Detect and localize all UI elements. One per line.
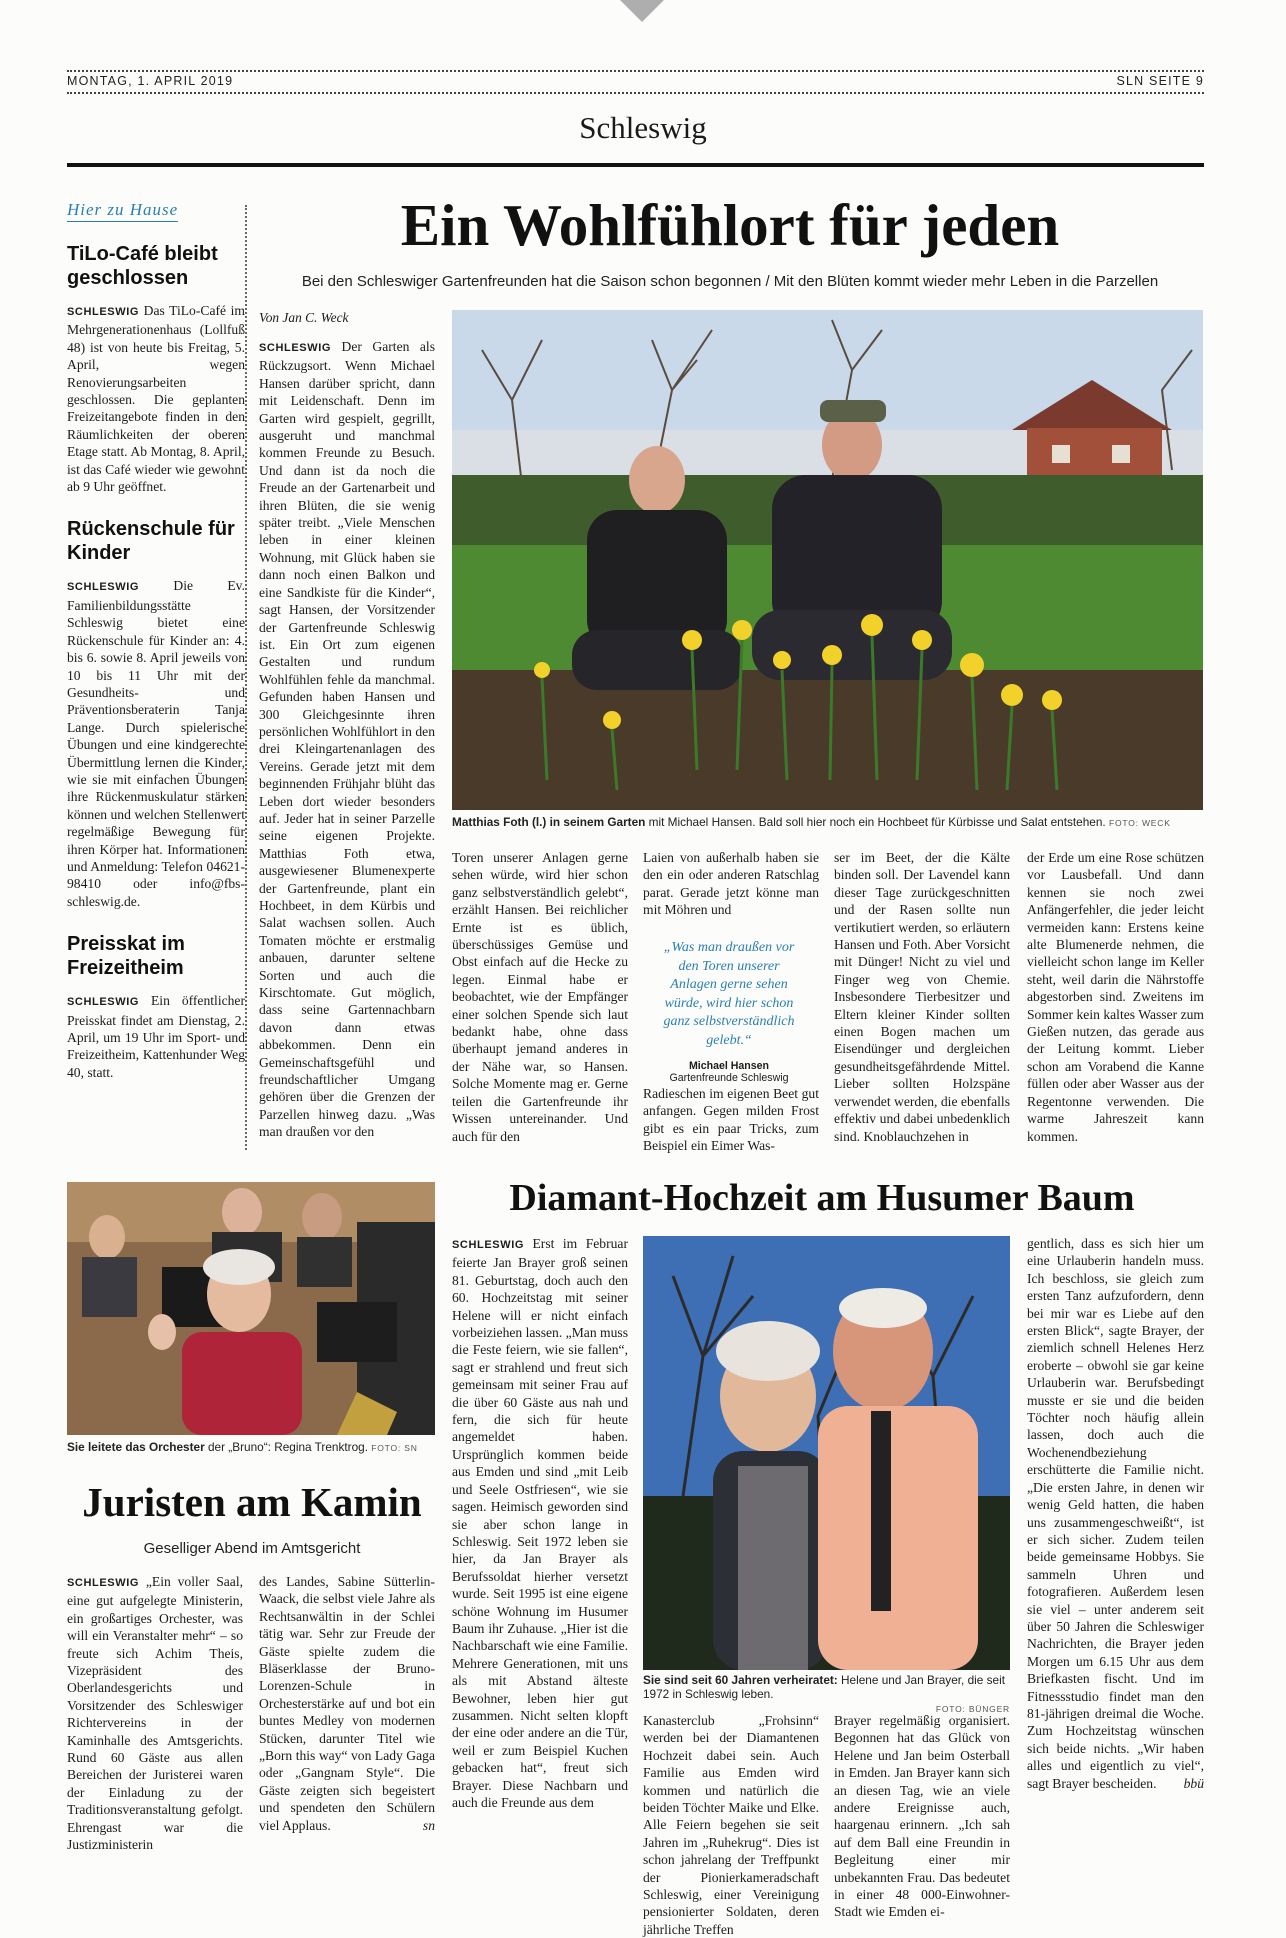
article-column xyxy=(834,1712,1010,1921)
caption-lead: Sie leitete das Orchester xyxy=(67,1440,205,1454)
caption-text: Helene und Jan Brayer, die seit 1972 in Schleswig leben. xyxy=(643,1673,1005,1701)
brief-item xyxy=(67,242,245,495)
article-column xyxy=(643,849,819,919)
dateline: SCHLESWIG xyxy=(67,306,140,318)
dotted-divider xyxy=(67,70,1204,72)
column-text: gentlich, dass es sich hier um eine Urlauberin handeln muss. Ich beschloss, sie gleich zum ersten Tanz aufzufordern, denn bei mir war es Liebe auf den ersten Blick“, sagte Brayer, der ziemlich schnell Helenes Herz eroberte – obwohl sie gar keine Urlauberin war. Berufsbedingt musste er sie und die beiden Töchter noch häufig allein lassen, doch auch die Wochenendbeziehung erschütterte die Familie nicht. „Die ersten Jahre, in denen wir wenig Geld hatten, die haben uns zusammengeschweißt“, ist er sich sicher. Zudem teilen beide gemeinsame Hobbys. Sie sammeln Uhren und fotografieren. Außerdem lesen sie viel – unter anderem seit über 50 Jahren die Schleswiger Nachrichten, die Brayer jeden Morgen um 6.15 Uhr aus dem Briefkasten fischt. Und im Fitnessstudio findet man den 81-jährigen dreimal die Woche. Zum Hochzeitstag wünschen sich beide nichts. „Wir haben alles und eigentlich zu viel“, sagt Brayer bescheiden. xyxy=(1027,1236,1204,1791)
garden-photo-image xyxy=(452,310,1203,810)
brief-item xyxy=(67,932,245,1081)
caption-lead: Sie sind seit 60 Jahren verheiratet: xyxy=(643,1673,838,1687)
article-column xyxy=(67,1573,243,1854)
brief-title: Rückenschule für Kinder xyxy=(67,518,235,565)
column-text: der Erde um eine Rose schützen vor Lausbefall. Und dann kennen sie noch zwei Anfängerfehler, die jeder leicht vermeiden kann: Erstens keine alte Blumenerde nehmen, die vielleicht schon lange im Keller steht, weil darin die Nährstoffe abgestorben sind. Zweitens im Sommer kein kaltes Wasser zum Gießen nutzen, das gerade aus der Leitung kommt. Lieber schon am Vorabend die Kanne füllen oder aber Wasser aus der Regentonne verwenden. Die warme Jahreszeit kann kommen. xyxy=(1027,850,1204,1144)
article-column xyxy=(452,849,628,1145)
brief-text xyxy=(67,577,245,910)
quote-text: „Was man draußen vor den Toren unserer Anlagen gerne sehen würde, wird hier schon ganz selbstverständlich gelebt.“ xyxy=(663,940,795,1048)
orchestra-photo xyxy=(67,1182,435,1435)
author-signature: bbü xyxy=(1183,1775,1204,1791)
page-notch xyxy=(620,0,664,22)
photo-credit: FOTO: BÜNGER xyxy=(935,1704,1010,1714)
article-column xyxy=(452,1235,628,1811)
caption-text: mit Michael Hansen. Bald soll hier noch ein Hochbeet für Kürbisse und Salat entstehen. xyxy=(648,815,1106,829)
section-title: Schleswig xyxy=(579,110,707,145)
photo-credit: FOTO: WECK xyxy=(1108,818,1171,828)
dateline: SCHLESWIG xyxy=(67,581,140,594)
juristen-headline: Juristen am Kamin xyxy=(82,1479,422,1525)
column-text: des Landes, Sabine Sütterlin-Waack, die selbst viele Jahre als Rechtsanwältin in der Schlei tätig war. Sehr zur Freude der Gäste spielte zudem die Bläserklasse der Bruno-Lorenzen-Schule in Orchesterstärke auf und bot ein buntes Medley von modernen Stücken, darunter Titel wie „Born this way“ von Lady Gaga oder „Gangnam Style“. Die Gäste zeigten sich begeistert und spendeten den Schülern viel Applaus. xyxy=(259,1574,435,1833)
sidebar-briefs xyxy=(67,200,245,1081)
quote-name: Michael Hansen xyxy=(688,1060,770,1072)
column-text: Der Garten als Rückzugsort. Wenn Michael Hansen darüber spricht, dann mit Leidenschaft. Denn im Garten wird gespielt, gegrillt, ausgeruht und manchmal kommen Freunde zu Besuch. Und dann ist da noch die Freude an der Gartenarbeit und ihren Blüten, die sie wenig später treibt. „Viele Menschen leben in einer kleinen Wohnung, mit Glück haben sie dann noch einen Balkon und eine Sandkiste für die Kinder“, sagt Hansen, der Vorsitzender der Gartenfreunde Schleswig ist. Ein Ort zum eigenen Gestalten und rundum Wohlfühlen fehle da manchmal. Gefunden haben Hansen und 300 Gleichgesinnte ihren persönlichen Wohlfühlort in den drei Kleingartenanlagen des Vereins. Gerade jetzt mit dem beginnenden Frühjahr blüht das Leben dort wieder besonders auf. Jeder hat in seiner Parzelle seine eigenen Projekte. Matthias Foth etwa, ausgewiesener Blumenexperte der Gartenfreunde, plant ein Hochbeet, in dem Kürbis und Salat wachsen sollen. Auch Tomaten möchte er erstmalig anbauen, darunter seltene Sorten und auch die Kirschtomate. Gut möglich, dass seine Gartennachbarn davon dann etwas abbekommen. Denn ein Gemeinschaftsgefühl und freundschaftlicher Umgang gehören über die Grenzen der Parzellen hinweg dazu. „Was man draußen vor den xyxy=(259,339,435,1140)
brief-body: Ein öffentlicher Preisskat findet am Dienstag, 2. April, um 19 Uhr im Sport- und Freizeitheim, Kattenhunder Weg 40, statt. xyxy=(67,993,245,1080)
brief-text xyxy=(67,302,245,495)
photo-credit: FOTO: SN xyxy=(371,1443,418,1453)
brief-body: Das TiLo-Café im Mehrgenerationenhaus (Lollfuß 48) ist von heute bis Freitag, 5. April, wegen Renovierungsarbeiten geschlossen. Die geplanten Freizeitangebote finden in den Räumlichkeiten der oberen Etage statt. Ab Montag, 8. April, ist das Café wieder wie gewohnt ab 9 Uhr geöffnet. xyxy=(67,303,246,495)
caption-text: der „Bruno“: Regina Trenktrog. xyxy=(207,1440,368,1454)
byline: Von Jan C. Weck xyxy=(259,310,349,325)
caption-lead: Matthias Foth (l.) in seinem Garten xyxy=(452,815,646,829)
quote-role: Gartenfreunde Schleswig xyxy=(669,1072,789,1084)
diamant-headline: Diamant-Hochzeit am Husumer Baum xyxy=(509,1177,1135,1219)
article-column xyxy=(643,1085,819,1155)
article-column xyxy=(259,338,435,1141)
orchestra-photo-image xyxy=(67,1182,435,1435)
dateline: SCHLESWIG xyxy=(67,996,140,1009)
article-column xyxy=(643,1712,819,1938)
dateline: SCHLESWIG xyxy=(452,1239,525,1251)
article-headline: Ein Wohlfühlort für jeden xyxy=(400,192,1060,258)
kicker-label: Hier zu Hause xyxy=(67,200,178,222)
couple-photo-image xyxy=(643,1236,1010,1670)
column-text: „Ein voller Saal, eine gut aufgelegte Ministerin, ein großartiges Orchester, was will ein Veranstalter mehr“ – so freute sich Achim Theis, Vizepräsident des Oberlandesgerichts und Vorsitzender des Schleswiger Richtervereins in der Kaminhalle des Amtsgerichts. Rund 60 Gäste aus allen Bereichen der Juristerei waren der Einladung zu der Traditionsveranstaltung gefolgt. Ehrengast war die Justizministerin xyxy=(67,1574,243,1853)
author-signature: sn xyxy=(422,1817,435,1833)
column-text: Kanasterclub „Frohsinn“ werden bei der Diamantenen Hochzeit dabei sein. Auch Familie aus Emden wird kommen und natürlich die beiden Töchter Maike und Elke. Alle Feiern begehen sie seit Jahren im „Ruhekrug“. Dies ist schon jahrelang der Treffpunkt der Pionierkameradschaft Schleswig, einer Vereinigung pensionierter Soldaten, deren jährliche Treffen xyxy=(643,1713,819,1937)
brief-title: TiLo-Café bleibt geschlossen xyxy=(67,243,218,289)
brief-item xyxy=(67,517,245,910)
brief-text xyxy=(67,992,245,1081)
juristen-subhead: Geselliger Abend im Amtsgericht xyxy=(143,1540,361,1557)
garden-photo xyxy=(452,310,1203,810)
brief-title: Preisskat im Freizeitheim xyxy=(67,933,185,980)
page-number: SLN SEITE 9 xyxy=(1116,74,1204,88)
dotted-divider xyxy=(67,92,1204,94)
article-column xyxy=(1027,849,1204,1145)
column-divider xyxy=(245,205,247,1150)
column-text: Brayer regelmäßig organisiert. Begonnen hat das Glück von Helene und Jan beim Osterball in Emden. Jan Brayer kann sich an diesen Tag, wie an viele andere Ereignisse auch, haargenau erinnern. „Ich sah auf dem Ball eine Freundin in Begleitung einer mir unbekannten Frau. Das bedeutet in einer 48 000-Einwohner-Stadt wie Emden ei- xyxy=(834,1713,1010,1920)
column-text: ser im Beet, der die Kälte binden soll. Der Lavendel kann dieser Tage zurückgeschnitten und der Rasen sollte nun vertikutiert werden, so erläutern Hansen und Foth. Aber Vorsicht mit Dünger! Nicht zu viel und Finger weg von Chemie. Insbesondere Tierbesitzer und Eltern kleiner Kinder sollten einen Bogen machen um Eisendünger und dergleichen gesundheitsgefährdende Mittel. Lieber sollten Holzspäne verwendet werden, die ebenfalls effektiv und dabei unbedenklich sind. Knoblauchzehen in xyxy=(834,850,1010,1144)
column-text: Radieschen im eigenen Beet gut anfangen. Gegen milden Frost gibt es ein paar Tricks, zum Beispiel ein Eimer Was- xyxy=(643,1086,819,1154)
article-column xyxy=(834,849,1010,1145)
column-text: Toren unserer Anlagen gerne sehen würde, wird hier schon ganz selbstverständlich gelebt“, erzählt Hansen. Bei reichlicher Ernte ist es üblich, überschüssiges Gemüse und Obst einfach auf die Hecke zu legen. Einmal habe er beobachtet, wie der Empfänger einer solchen Spende sich laut bedankt habe, ohne dass überhaupt jemand anderes in der Nähe war, so Hansen. Solche Momente mag er. Gerne teilen die Gartenfreunde ihr Wissen untereinander. Und auch für den xyxy=(452,850,628,1144)
masthead xyxy=(67,74,1204,92)
heavy-rule xyxy=(67,163,1204,167)
brief-body: Die Ev. Familienbildungsstätte Schleswig bietet eine Rückenschule für Kinder an: 4. bis 6. sowie 8. April jeweils von 10 bis 11 Uhr mit der Gesundheits- und Präventionsberaterin Tanja Lange. Durch spielerische Übungen und eine kindgerechte Übermittlung lernen die Kinder, wie sie mit einfachen Übungen ihre Rückenmuskulatur stärken können und welchen Stellenwert regelmäßige Bewegung für ihren Körper hat. Informationen und Anmeldung: Telefon 04621-98410 oder info@fbs-schleswig.de. xyxy=(67,578,245,909)
photo-caption xyxy=(452,815,1203,830)
photo-caption xyxy=(643,1673,1010,1716)
article-column xyxy=(259,1573,435,1834)
article-column xyxy=(1027,1235,1204,1792)
column-text: Erst im Februar feierte Jan Brayer groß seinen 81. Geburtstag, doch auch den 60. Hochzeitstag mit seiner Helene will er nicht einfach vorbeiziehen lassen. „Man muss die Feste feiern, wie sie fallen“, sagt er strahlend und freut sich gemeinsam mit seiner Frau auf die über 60 Gäste aus nah und fern, die sich für heute angemeldet haben. Ursprünglich kommen beide aus Emden und sind „mit Leib und Seele Ostfriesen“, wie sie sagen. Heimisch geworden sind sie aber schon lange in Schleswig. Seit 1972 leben sie hier, da Jan Brayer als Berufssoldat hierher versetzt wurde. Seit 1995 ist eine eigene schöne Wohnung im Husumer Baum ihr Zuhause. „Hier ist die Nachbarschaft wie eine Familie. Mehrere Generationen, mit uns als mit Abstand älteste Bewohner, leben hier gut zusammen. Nicht selten klopft der eine oder andere an die Tür, weil er zum Beispiel Kuchen gebacken hat“, freut sich Brayer. Diese Nachbarn und auch die Freunde aus dem xyxy=(452,1236,628,1810)
column-text: Laien von außerhalb haben sie den ein oder anderen Ratschlag parat. Gerade jetzt könne man mit Möhren und xyxy=(643,850,819,918)
pull-quote xyxy=(661,939,797,1084)
dateline: SCHLESWIG xyxy=(67,1577,140,1589)
dateline: SCHLESWIG xyxy=(259,342,332,354)
article-subhead: Bei den Schleswiger Gartenfreunden hat die Saison schon begonnen / Mit den Blüten kommt wieder mehr Leben in die Parzellen xyxy=(301,273,1159,290)
issue-date: MONTAG, 1. APRIL 2019 xyxy=(67,74,234,88)
couple-photo xyxy=(643,1236,1010,1670)
photo-caption xyxy=(67,1440,437,1455)
